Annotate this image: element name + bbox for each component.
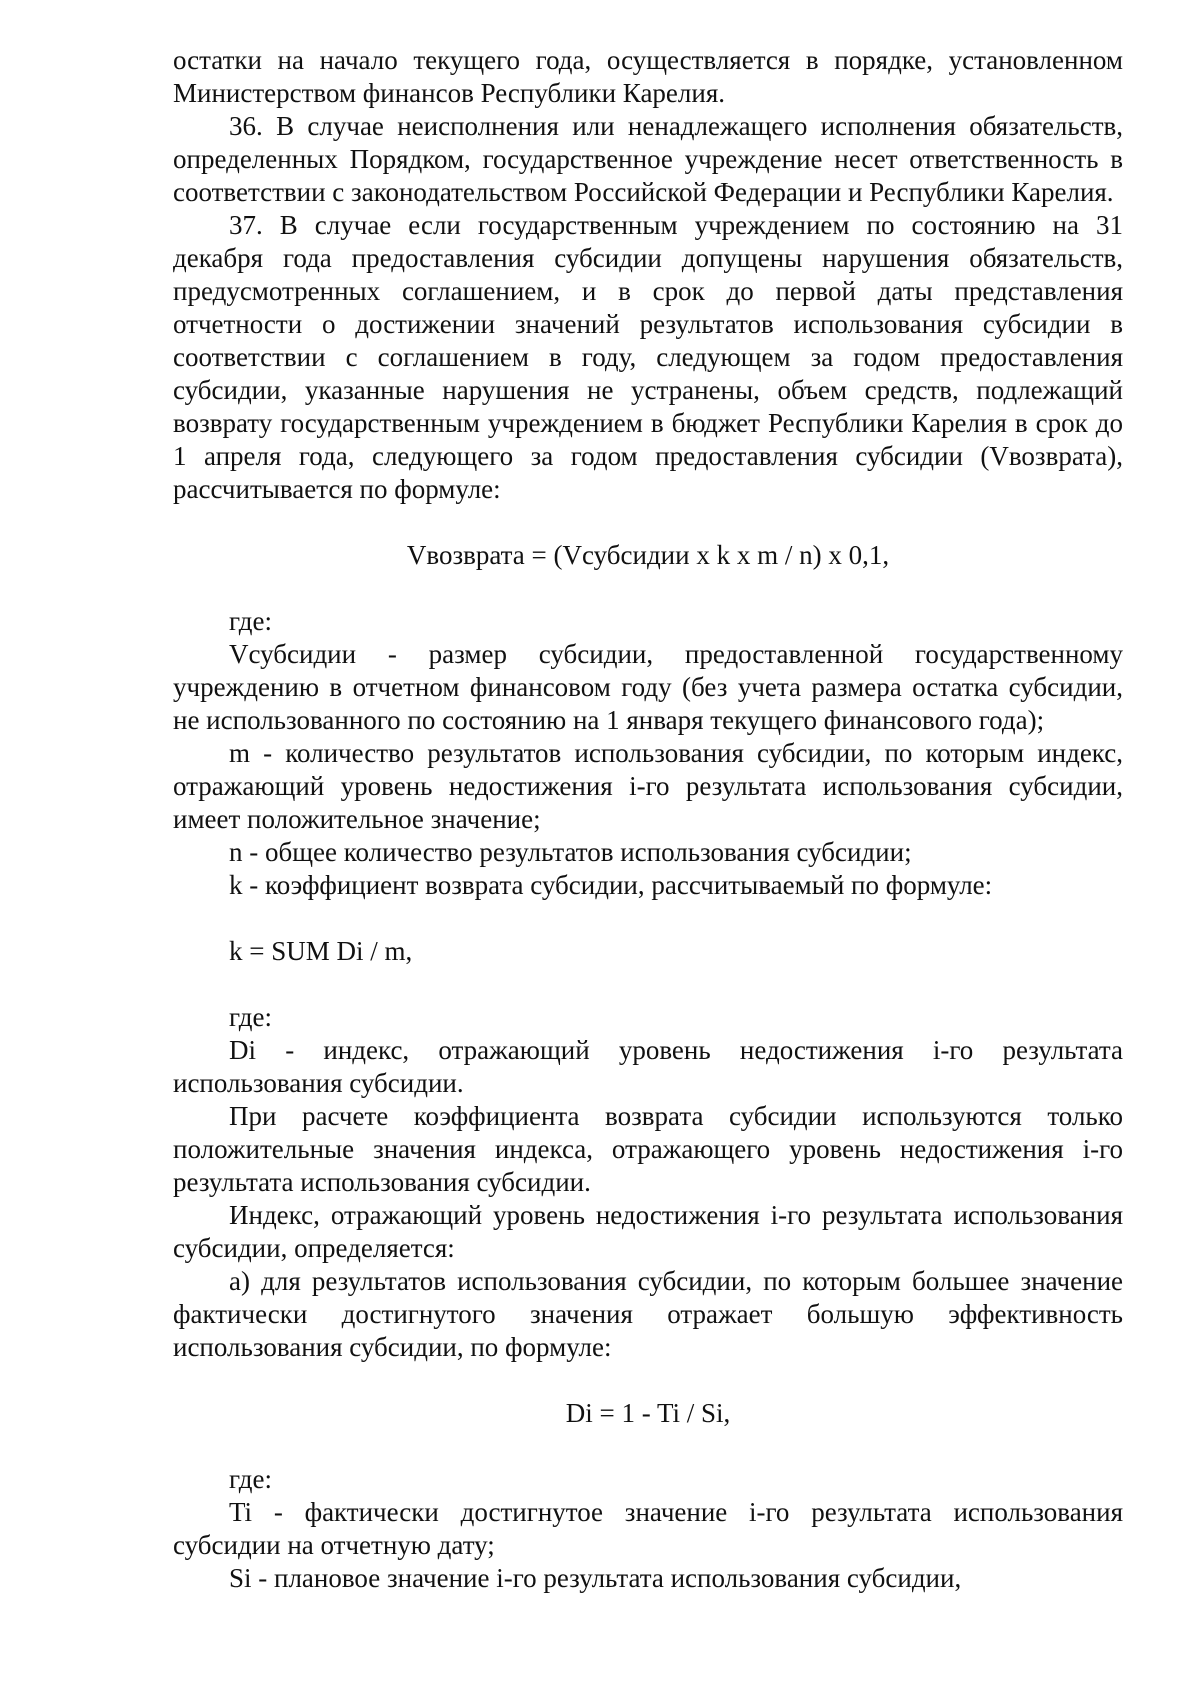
spacer [173, 1364, 1123, 1397]
spacer [173, 968, 1123, 1001]
paragraph-index: Индекс, отражающий уровень недостижения i-го результата использования субсидии, определяется: [173, 1200, 1123, 1263]
paragraph-36: 36. В случае неисполнения или ненадлежащего исполнения обязательств, определенных Порядком, государственное учреждение несет ответственность в соответствии с законодательством Российской Федерации и Республики Карелия. [173, 111, 1123, 207]
definition-di: Di - индекс, отражающий уровень недостижения i-го результата использования субсидии. [173, 1035, 1123, 1098]
where-label: где: [229, 606, 272, 636]
definition-vsubsidy: Vсубсидии - размер субсидии, предоставленной государственному учреждению в отчетном финансовом году (без учета размера остатка субсидии, не использованного по состоянию на 1 января текущего финансового года); [173, 639, 1123, 735]
formula-di: Di = 1 - Ti / Si, [565, 1398, 731, 1428]
paragraph-a: а) для результатов использования субсидии, по которым большее значение фактически достигнутого значения отражает большую эффективность использования субсидии, по формуле: [173, 1266, 1123, 1362]
paragraph-37: 37. В случае если государственным учреждением по состоянию на 31 декабря года предоставления субсидии допущены нарушения обязательств, предусмотренных соглашением, и в срок до первой даты представления отчетности о достижении значений результатов использования субсидии в соответствии с соглашением в году, следующем за годом предоставления субсидии, указанные нарушения не устранены, объем средств, подлежащий возврату государственным учреждением в бюджет Республики Карелия в срок до 1 апреля года, следующего за годом предоставления субсидии (Vвозврата), рассчитывается по формуле: [173, 210, 1123, 504]
definition-n: n - общее количество результатов использования субсидии; [229, 837, 912, 867]
definition-k: k - коэффициент возврата субсидии, рассчитываемый по формуле: [229, 870, 993, 900]
paragraph-continuation: остатки на начало текущего года, осуществляется в порядке, установленном Министерством финансов Республики Карелия. [173, 45, 1123, 108]
where-label: где: [229, 1464, 272, 1494]
spacer [173, 902, 1123, 935]
definition-si: Si - плановое значение i-го результата использования субсидии, [229, 1563, 962, 1593]
where-label: где: [229, 1002, 272, 1032]
paragraph-calculation: При расчете коэффициента возврата субсидии используются только положительные значения индекса, отражающего уровень недостижения i-го результата использования субсидии. [173, 1101, 1123, 1197]
spacer [173, 506, 1123, 539]
document-body [173, 44, 1123, 1595]
definition-m: m - количество результатов использования субсидии, по которым индекс, отражающий уровень недостижения i-го результата использования субсидии, имеет положительное значение; [173, 738, 1123, 834]
definition-ti: Ti - фактически достигнутое значение i-го результата использования субсидии на отчетную дату; [173, 1497, 1123, 1560]
spacer [173, 1430, 1123, 1463]
formula-v-return: Vвозврата = (Vсубсидии x k x m / n) x 0,1, [406, 540, 890, 570]
formula-k: k = SUM Di / m, [229, 936, 413, 966]
spacer [173, 572, 1123, 605]
